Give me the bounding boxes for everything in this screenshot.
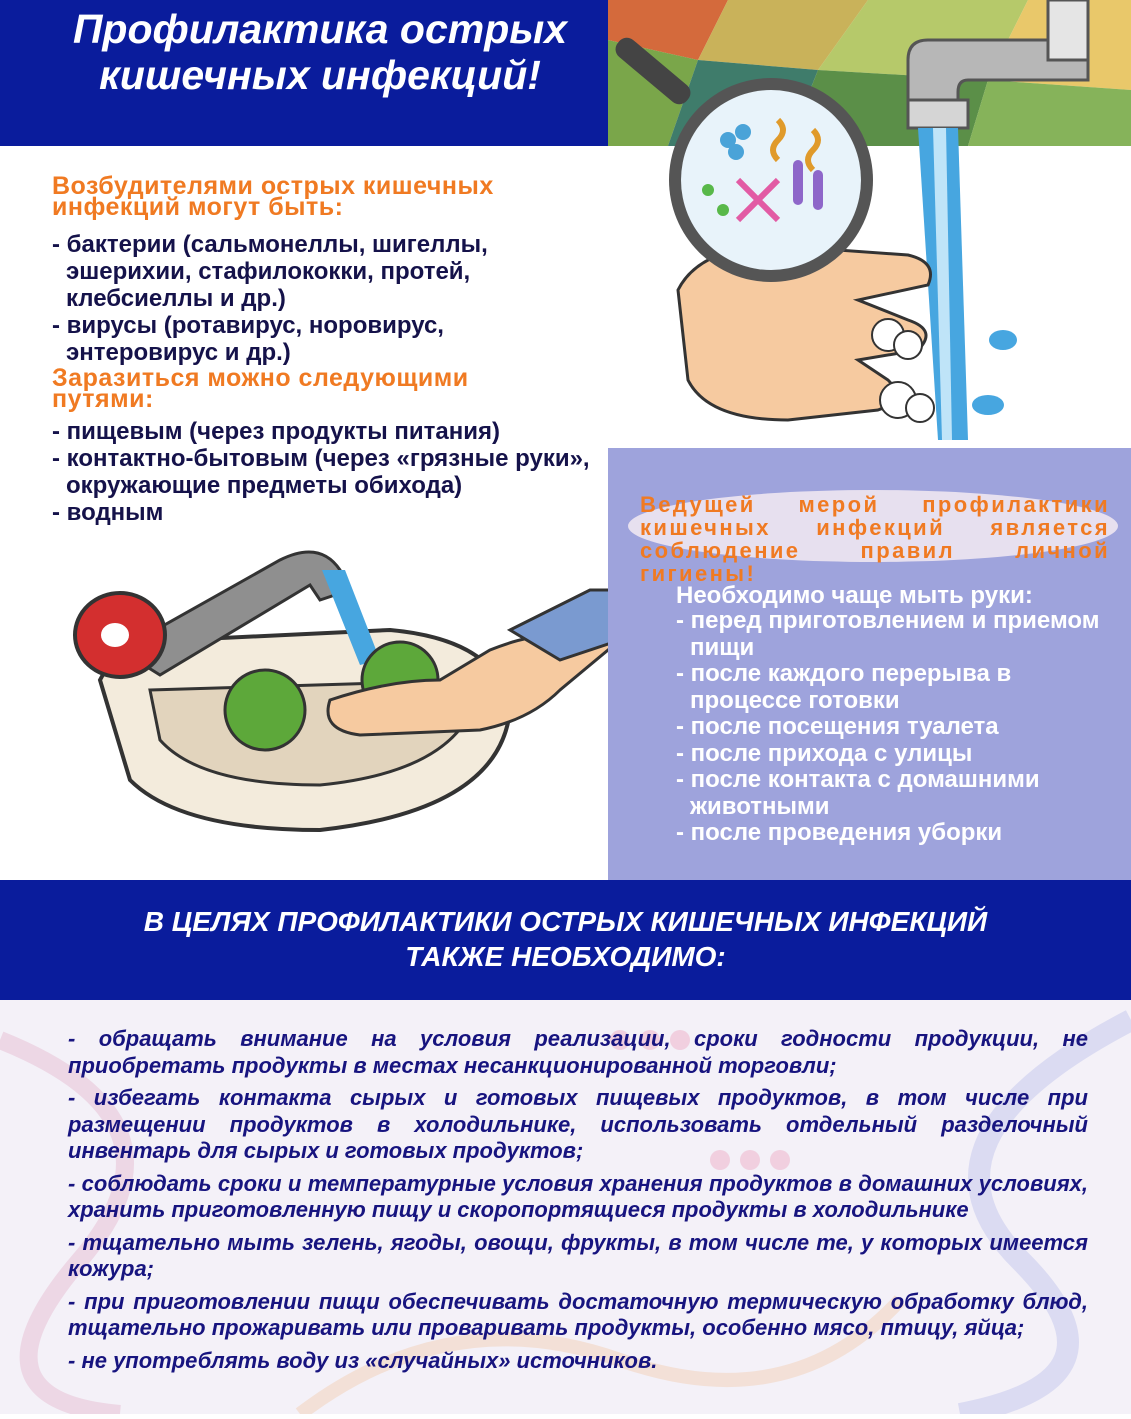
routes-heading-line-1: Заразиться можно следующими [52,364,469,392]
handwashing-item: - после проведения уборки [676,819,1003,846]
pathogens-list [52,231,592,366]
measure-item: - избегать контакта сырых и готовых пищевых продуктов, в том числе при размещении продуктов в холодильнике, использовать отдельный разделочный инвентарь для сырых и готовых продуктов; [68,1085,1088,1163]
handwashing-item: - после прихода с улицы [676,739,973,767]
pathogens-heading [52,172,592,221]
prevention-measures-list [68,1026,1088,1380]
route-item: - водным [52,499,164,526]
route-item: - контактно-бытовым (через «грязные руки», окружающие предметы обихода) [52,445,590,499]
pathogen-item: - бактерии (сальмонеллы, шигеллы, эшерихии, стафилококки, протей, клебсиеллы и др.) [52,231,488,312]
measure-item: - соблюдать сроки и температурные условия хранения продуктов в домашних условиях, хранить приготовленную пищу и скоропортящиеся продукты в холодильнике [68,1170,1088,1222]
measure-item: - не употреблять воду из «случайных» источников. [68,1347,658,1373]
measure-item: - при приготовлении пищи обеспечивать достаточную термическую обработку блюд, тщательно прожаривать или проваривать продукты, особенно мясо, птицу, яйца; [68,1288,1088,1340]
title-line-1: Профилактика острых [72,6,568,52]
handwashing-item: - после каждого перерыва в процессе готовки [676,660,1012,714]
handwashing-heading: Необходимо чаще мыть руки: [676,582,1033,609]
pathogens-heading-line-2: инфекций могут быть: [52,193,344,221]
route-item: - пищевым (через продукты питания) [52,418,500,445]
handwashing-item: - перед приготовлением и приемом пищи [676,607,1100,661]
page-title [0,6,640,98]
transmission-routes-list [52,418,607,526]
handwashing-item: - после контакта с домашними животными [676,766,1040,820]
handwashing-item: - после посещения туалета [676,713,999,740]
pathogens-heading-line-1: Возбудителями острых кишечных [52,172,494,200]
title-line-2: кишечных инфекций! [99,52,541,98]
washing-fruit-illustration [60,530,620,870]
banner-line-1: В ЦЕЛЯХ ПРОФИЛАКТИКИ ОСТРЫХ КИШЕЧНЫХ ИНФЕКЦИЙ [143,906,988,937]
routes-heading-line-2: путями: [52,385,154,413]
section-banner-title [0,904,1131,974]
hand-washing-illustration [608,0,1131,450]
banner-line-2: ТАКЖЕ НЕОБХОДИМО: [405,941,726,972]
pathogen-item: - вирусы (ротавирус, норовирус, энтеровирус и др.) [52,312,444,366]
measure-item: - тщательно мыть зелень, ягоды, овощи, фрукты, в том числе те, у которых имеется кожура; [68,1229,1088,1281]
measure-item: - обращать внимание на условия реализации, сроки годности продукции, не приобретать продукты в местах несанкционированной торговли; [68,1026,1088,1078]
transmission-routes-heading [52,364,592,413]
handwashing-list [676,608,1116,847]
lead-prevention-statement: Ведущей мерой профилактики кишечных инфекций является соблюдение правил личной гигиены! [640,492,1110,586]
